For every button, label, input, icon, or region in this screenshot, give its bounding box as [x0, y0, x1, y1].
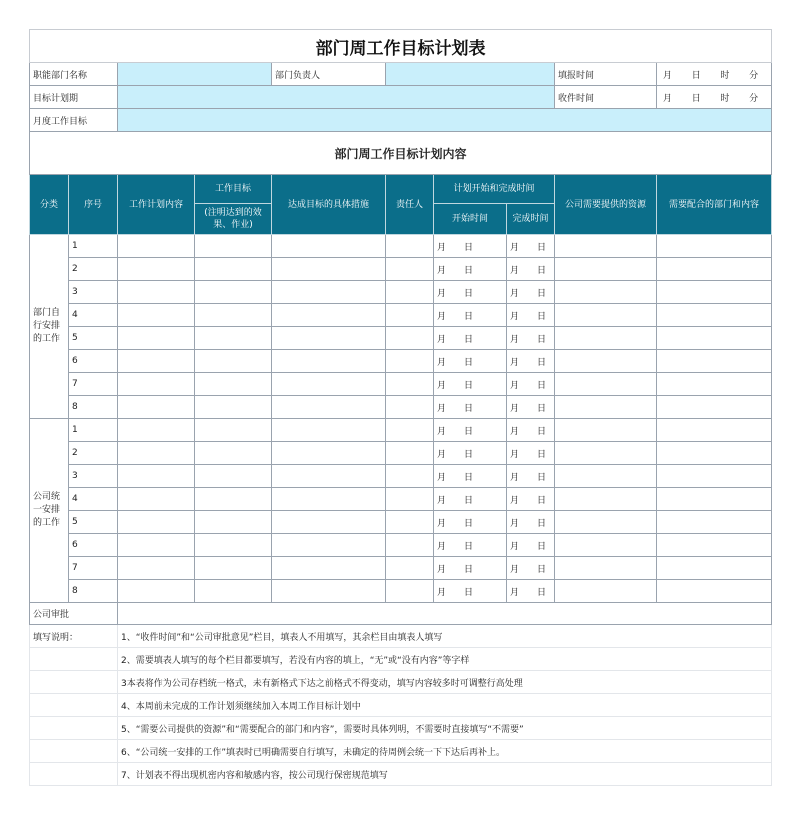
finish-time-cell[interactable] — [507, 281, 555, 304]
minute-unit: 分 — [749, 70, 759, 81]
resources-cell[interactable] — [555, 580, 657, 603]
cooperation-cell[interactable] — [657, 488, 772, 511]
plan-content-cell[interactable] — [118, 465, 195, 488]
seq-cell: 5 — [69, 511, 118, 534]
start-time-cell[interactable] — [434, 281, 507, 304]
content-title: 部门周工作目标计划内容 — [30, 132, 772, 175]
dept-name-input[interactable] — [118, 63, 272, 86]
owner-cell[interactable] — [386, 419, 434, 442]
month-unit: 月 — [510, 426, 520, 437]
work-target-cell[interactable] — [195, 373, 272, 396]
finish-time-cell[interactable] — [507, 511, 555, 534]
table-row — [30, 235, 772, 258]
month-unit: 月 — [437, 541, 447, 552]
plan-content-cell[interactable] — [118, 534, 195, 557]
day-unit: 日 — [537, 426, 547, 437]
measures-cell[interactable] — [272, 327, 386, 350]
finish-time-cell[interactable] — [507, 442, 555, 465]
day-unit: 日 — [464, 426, 474, 437]
month-unit: 月 — [510, 472, 520, 483]
start-time-cell[interactable] — [434, 557, 507, 580]
header-plan-time: 计划开始和完成时间 — [434, 175, 555, 204]
work-target-cell[interactable] — [195, 580, 272, 603]
plan-content-cell[interactable] — [118, 327, 195, 350]
month-unit: 月 — [437, 564, 447, 575]
start-time-cell[interactable] — [434, 396, 507, 419]
work-target-cell[interactable] — [195, 534, 272, 557]
month-unit: 月 — [663, 70, 673, 81]
owner-cell[interactable] — [386, 373, 434, 396]
resources-cell[interactable] — [555, 304, 657, 327]
finish-time-cell[interactable] — [507, 396, 555, 419]
note-text: 2、需要填表人填写的每个栏目都要填写，若没有内容的填上，“无”或“没有内容”等字样 — [118, 648, 772, 671]
measures-cell[interactable] — [272, 465, 386, 488]
start-time-cell[interactable] — [434, 465, 507, 488]
monthly-target-input[interactable] — [118, 109, 772, 132]
note-row — [30, 648, 772, 671]
seq-cell: 2 — [69, 258, 118, 281]
table-row — [30, 488, 772, 511]
month-unit: 月 — [437, 265, 447, 276]
plan-content-cell[interactable] — [118, 419, 195, 442]
receive-time-input[interactable] — [657, 86, 772, 109]
finish-time-cell[interactable] — [507, 327, 555, 350]
finish-time-cell[interactable] — [507, 488, 555, 511]
measures-cell[interactable] — [272, 534, 386, 557]
minute-unit: 分 — [749, 93, 759, 104]
table-row — [30, 580, 772, 603]
month-unit: 月 — [437, 242, 447, 253]
seq-cell: 7 — [69, 373, 118, 396]
month-unit: 月 — [510, 265, 520, 276]
day-unit: 日 — [464, 449, 474, 460]
header-plan-content: 工作计划内容 — [118, 175, 195, 235]
resources-cell[interactable] — [555, 373, 657, 396]
month-unit: 月 — [510, 564, 520, 575]
work-target-cell[interactable] — [195, 396, 272, 419]
start-time-cell[interactable] — [434, 327, 507, 350]
day-unit: 日 — [537, 311, 547, 322]
notes-spacer — [30, 671, 118, 694]
header-seq: 序号 — [69, 175, 118, 235]
resources-cell[interactable] — [555, 442, 657, 465]
day-unit: 日 — [537, 472, 547, 483]
note-row — [30, 625, 772, 648]
measures-cell[interactable] — [272, 419, 386, 442]
notes-spacer — [30, 740, 118, 763]
finish-time-cell[interactable] — [507, 350, 555, 373]
day-unit: 日 — [537, 541, 547, 552]
work-target-cell[interactable] — [195, 258, 272, 281]
work-target-cell[interactable] — [195, 442, 272, 465]
month-unit: 月 — [510, 311, 520, 322]
table-row — [30, 258, 772, 281]
owner-cell[interactable] — [386, 580, 434, 603]
start-time-cell[interactable] — [434, 534, 507, 557]
note-row — [30, 717, 772, 740]
start-time-cell[interactable] — [434, 235, 507, 258]
month-unit: 月 — [437, 472, 447, 483]
day-unit: 日 — [537, 242, 547, 253]
fill-time-label: 填报时间 — [555, 63, 657, 86]
month-unit: 月 — [510, 541, 520, 552]
month-unit: 月 — [437, 288, 447, 299]
measures-cell[interactable] — [272, 235, 386, 258]
resources-cell[interactable] — [555, 396, 657, 419]
plan-sheet — [29, 29, 771, 786]
finish-time-cell[interactable] — [507, 580, 555, 603]
resources-cell[interactable] — [555, 488, 657, 511]
sheet-title: 部门周工作目标计划表 — [30, 30, 772, 63]
day-unit: 日 — [464, 495, 474, 506]
measures-cell[interactable] — [272, 488, 386, 511]
table-row — [30, 350, 772, 373]
month-unit: 月 — [437, 380, 447, 391]
cooperation-cell[interactable] — [657, 534, 772, 557]
start-time-cell[interactable] — [434, 580, 507, 603]
note-row — [30, 694, 772, 717]
day-unit: 日 — [464, 242, 474, 253]
notes-spacer — [30, 763, 118, 786]
plan-content-cell[interactable] — [118, 580, 195, 603]
owner-cell[interactable] — [386, 396, 434, 419]
table-row — [30, 373, 772, 396]
plan-content-cell[interactable] — [118, 557, 195, 580]
month-unit: 月 — [437, 587, 447, 598]
cooperation-cell[interactable] — [657, 419, 772, 442]
seq-cell: 4 — [69, 488, 118, 511]
cooperation-cell[interactable] — [657, 442, 772, 465]
cooperation-cell[interactable] — [657, 511, 772, 534]
month-unit: 月 — [510, 403, 520, 414]
note-row — [30, 740, 772, 763]
measures-cell[interactable] — [272, 580, 386, 603]
resources-cell[interactable] — [555, 327, 657, 350]
day-unit: 日 — [537, 288, 547, 299]
plan-content-cell[interactable] — [118, 258, 195, 281]
month-unit: 月 — [510, 449, 520, 460]
measures-cell[interactable] — [272, 281, 386, 304]
plan-content-cell[interactable] — [118, 511, 195, 534]
day-unit: 日 — [537, 403, 547, 414]
day-unit: 日 — [464, 472, 474, 483]
month-unit: 月 — [510, 587, 520, 598]
cooperation-cell[interactable] — [657, 373, 772, 396]
month-unit: 月 — [437, 357, 447, 368]
day-unit: 日 — [691, 93, 701, 104]
header-measures: 达成目标的具体措施 — [272, 175, 386, 235]
day-unit: 日 — [464, 334, 474, 345]
table-row — [30, 442, 772, 465]
header-work-target-note: (注明达到的效果、作业) — [195, 204, 272, 235]
month-unit: 月 — [437, 449, 447, 460]
header-resources: 公司需要提供的资源 — [555, 175, 657, 235]
cooperation-cell[interactable] — [657, 396, 772, 419]
notes-spacer — [30, 648, 118, 671]
resources-cell[interactable] — [555, 465, 657, 488]
table-row — [30, 327, 772, 350]
day-unit: 日 — [464, 518, 474, 529]
plan-content-cell[interactable] — [118, 396, 195, 419]
approval-input[interactable] — [118, 603, 772, 625]
month-unit: 月 — [510, 357, 520, 368]
work-target-cell[interactable] — [195, 488, 272, 511]
note-text: 3本表将作为公司存档统一格式，未有新格式下达之前格式不得变动，填写内容较多时可调整行高处理 — [118, 671, 772, 694]
plan-content-cell[interactable] — [118, 350, 195, 373]
resources-cell[interactable] — [555, 258, 657, 281]
cooperation-cell[interactable] — [657, 350, 772, 373]
seq-cell: 3 — [69, 281, 118, 304]
seq-cell: 6 — [69, 350, 118, 373]
plan-content-cell[interactable] — [118, 442, 195, 465]
month-unit: 月 — [437, 403, 447, 414]
hour-unit: 时 — [720, 93, 730, 104]
owner-cell[interactable] — [386, 304, 434, 327]
table-row — [30, 465, 772, 488]
measures-cell[interactable] — [272, 258, 386, 281]
start-time-cell[interactable] — [434, 442, 507, 465]
work-target-cell[interactable] — [195, 465, 272, 488]
header-finish-time: 完成时间 — [507, 204, 555, 235]
seq-cell: 7 — [69, 557, 118, 580]
notes-label: 填写说明： — [30, 625, 118, 648]
month-unit: 月 — [437, 518, 447, 529]
owner-cell[interactable] — [386, 511, 434, 534]
seq-cell: 1 — [69, 419, 118, 442]
header-category: 分类 — [30, 175, 69, 235]
plan-content-cell[interactable] — [118, 373, 195, 396]
finish-time-cell[interactable] — [507, 304, 555, 327]
owner-cell[interactable] — [386, 534, 434, 557]
day-unit: 日 — [464, 403, 474, 414]
owner-cell[interactable] — [386, 327, 434, 350]
measures-cell[interactable] — [272, 396, 386, 419]
approval-label: 公司审批 — [30, 603, 118, 625]
month-unit: 月 — [510, 288, 520, 299]
work-target-cell[interactable] — [195, 350, 272, 373]
month-unit: 月 — [663, 93, 673, 104]
table-row — [30, 396, 772, 419]
finish-time-cell[interactable] — [507, 419, 555, 442]
day-unit: 日 — [464, 541, 474, 552]
owner-cell[interactable] — [386, 465, 434, 488]
hour-unit: 时 — [720, 70, 730, 81]
owner-cell[interactable] — [386, 235, 434, 258]
seq-cell: 2 — [69, 442, 118, 465]
measures-cell[interactable] — [272, 557, 386, 580]
table-row — [30, 304, 772, 327]
plan-content-cell[interactable] — [118, 235, 195, 258]
cooperation-cell[interactable] — [657, 281, 772, 304]
cooperation-cell[interactable] — [657, 327, 772, 350]
category-cell: 部门自行安排的工作 — [30, 235, 69, 419]
seq-cell: 6 — [69, 534, 118, 557]
owner-cell[interactable] — [386, 557, 434, 580]
category-cell: 公司统一安排的工作 — [30, 419, 69, 603]
day-unit: 日 — [464, 587, 474, 598]
seq-cell: 5 — [69, 327, 118, 350]
cooperation-cell[interactable] — [657, 465, 772, 488]
header-start-time: 开始时间 — [434, 204, 507, 235]
work-target-cell[interactable] — [195, 281, 272, 304]
work-target-cell[interactable] — [195, 557, 272, 580]
monthly-target-label: 月度工作目标 — [30, 109, 118, 132]
seq-cell: 1 — [69, 235, 118, 258]
finish-time-cell[interactable] — [507, 258, 555, 281]
notes-spacer — [30, 717, 118, 740]
day-unit: 日 — [537, 518, 547, 529]
resources-cell[interactable] — [555, 557, 657, 580]
finish-time-cell[interactable] — [507, 465, 555, 488]
table-row — [30, 281, 772, 304]
note-text: 7、计划表不得出现机密内容和敏感内容，按公司现行保密规范填写 — [118, 763, 772, 786]
table-row — [30, 511, 772, 534]
month-unit: 月 — [510, 495, 520, 506]
measures-cell[interactable] — [272, 304, 386, 327]
fill-time-input[interactable] — [657, 63, 772, 86]
measures-cell[interactable] — [272, 442, 386, 465]
measures-cell[interactable] — [272, 350, 386, 373]
day-unit: 日 — [537, 357, 547, 368]
cooperation-cell[interactable] — [657, 258, 772, 281]
month-unit: 月 — [510, 380, 520, 391]
month-unit: 月 — [437, 334, 447, 345]
note-text: 1、“收件时间”和“公司审批意见”栏目，填表人不用填写，其余栏目由填表人填写 — [118, 625, 772, 648]
owner-cell[interactable] — [386, 258, 434, 281]
day-unit: 日 — [537, 449, 547, 460]
plan-table — [29, 29, 772, 786]
work-target-cell[interactable] — [195, 235, 272, 258]
work-target-cell[interactable] — [195, 327, 272, 350]
start-time-cell[interactable] — [434, 304, 507, 327]
work-target-cell[interactable] — [195, 304, 272, 327]
work-target-cell[interactable] — [195, 511, 272, 534]
finish-time-cell[interactable] — [507, 534, 555, 557]
table-row — [30, 419, 772, 442]
seq-cell: 8 — [69, 580, 118, 603]
measures-cell[interactable] — [272, 511, 386, 534]
day-unit: 日 — [464, 311, 474, 322]
plan-content-cell[interactable] — [118, 281, 195, 304]
start-time-cell[interactable] — [434, 419, 507, 442]
start-time-cell[interactable] — [434, 373, 507, 396]
cooperation-cell[interactable] — [657, 235, 772, 258]
dept-name-label: 职能部门名称 — [30, 63, 118, 86]
seq-cell: 4 — [69, 304, 118, 327]
cooperation-cell[interactable] — [657, 580, 772, 603]
day-unit: 日 — [464, 380, 474, 391]
seq-cell: 8 — [69, 396, 118, 419]
day-unit: 日 — [691, 70, 701, 81]
notes-spacer — [30, 694, 118, 717]
resources-cell[interactable] — [555, 511, 657, 534]
day-unit: 日 — [537, 495, 547, 506]
resources-cell[interactable] — [555, 235, 657, 258]
receive-time-label: 收件时间 — [555, 86, 657, 109]
day-unit: 日 — [537, 587, 547, 598]
header-owner: 责任人 — [386, 175, 434, 235]
cooperation-cell[interactable] — [657, 304, 772, 327]
seq-cell: 3 — [69, 465, 118, 488]
note-text: 4、本周前未完成的工作计划须继续加入本周工作目标计划中 — [118, 694, 772, 717]
dept-head-label: 部门负责人 — [272, 63, 386, 86]
start-time-cell[interactable] — [434, 350, 507, 373]
day-unit: 日 — [537, 380, 547, 391]
day-unit: 日 — [537, 265, 547, 276]
note-text: 5、“需要公司提供的资源”和“需要配合的部门和内容”，需要时具体列明，不需要时直接填写“不需要” — [118, 717, 772, 740]
plan-content-cell[interactable] — [118, 488, 195, 511]
month-unit: 月 — [510, 242, 520, 253]
resources-cell[interactable] — [555, 350, 657, 373]
month-unit: 月 — [510, 334, 520, 345]
month-unit: 月 — [437, 426, 447, 437]
note-text: 6、“公司统一安排的工作”填表时已明确需要自行填写，未确定的待周例会统一下下达后再补上。 — [118, 740, 772, 763]
table-row — [30, 557, 772, 580]
measures-cell[interactable] — [272, 373, 386, 396]
target-period-label: 目标计划期 — [30, 86, 118, 109]
dept-head-input[interactable] — [386, 63, 555, 86]
plan-content-cell[interactable] — [118, 304, 195, 327]
resources-cell[interactable] — [555, 281, 657, 304]
finish-time-cell[interactable] — [507, 373, 555, 396]
owner-cell[interactable] — [386, 442, 434, 465]
start-time-cell[interactable] — [434, 258, 507, 281]
resources-cell[interactable] — [555, 534, 657, 557]
target-period-input[interactable] — [118, 86, 555, 109]
month-unit: 月 — [437, 311, 447, 322]
day-unit: 日 — [464, 357, 474, 368]
day-unit: 日 — [537, 564, 547, 575]
day-unit: 日 — [537, 334, 547, 345]
month-unit: 月 — [437, 495, 447, 506]
owner-cell[interactable] — [386, 488, 434, 511]
cooperation-cell[interactable] — [657, 557, 772, 580]
table-row — [30, 534, 772, 557]
finish-time-cell[interactable] — [507, 235, 555, 258]
resources-cell[interactable] — [555, 419, 657, 442]
work-target-cell[interactable] — [195, 419, 272, 442]
day-unit: 日 — [464, 564, 474, 575]
finish-time-cell[interactable] — [507, 557, 555, 580]
owner-cell[interactable] — [386, 281, 434, 304]
day-unit: 日 — [464, 288, 474, 299]
month-unit: 月 — [510, 518, 520, 529]
note-row — [30, 671, 772, 694]
header-cooperation: 需要配合的部门和内容 — [657, 175, 772, 235]
owner-cell[interactable] — [386, 350, 434, 373]
note-row — [30, 763, 772, 786]
day-unit: 日 — [464, 265, 474, 276]
start-time-cell[interactable] — [434, 511, 507, 534]
header-work-target: 工作目标 — [195, 175, 272, 204]
start-time-cell[interactable] — [434, 488, 507, 511]
